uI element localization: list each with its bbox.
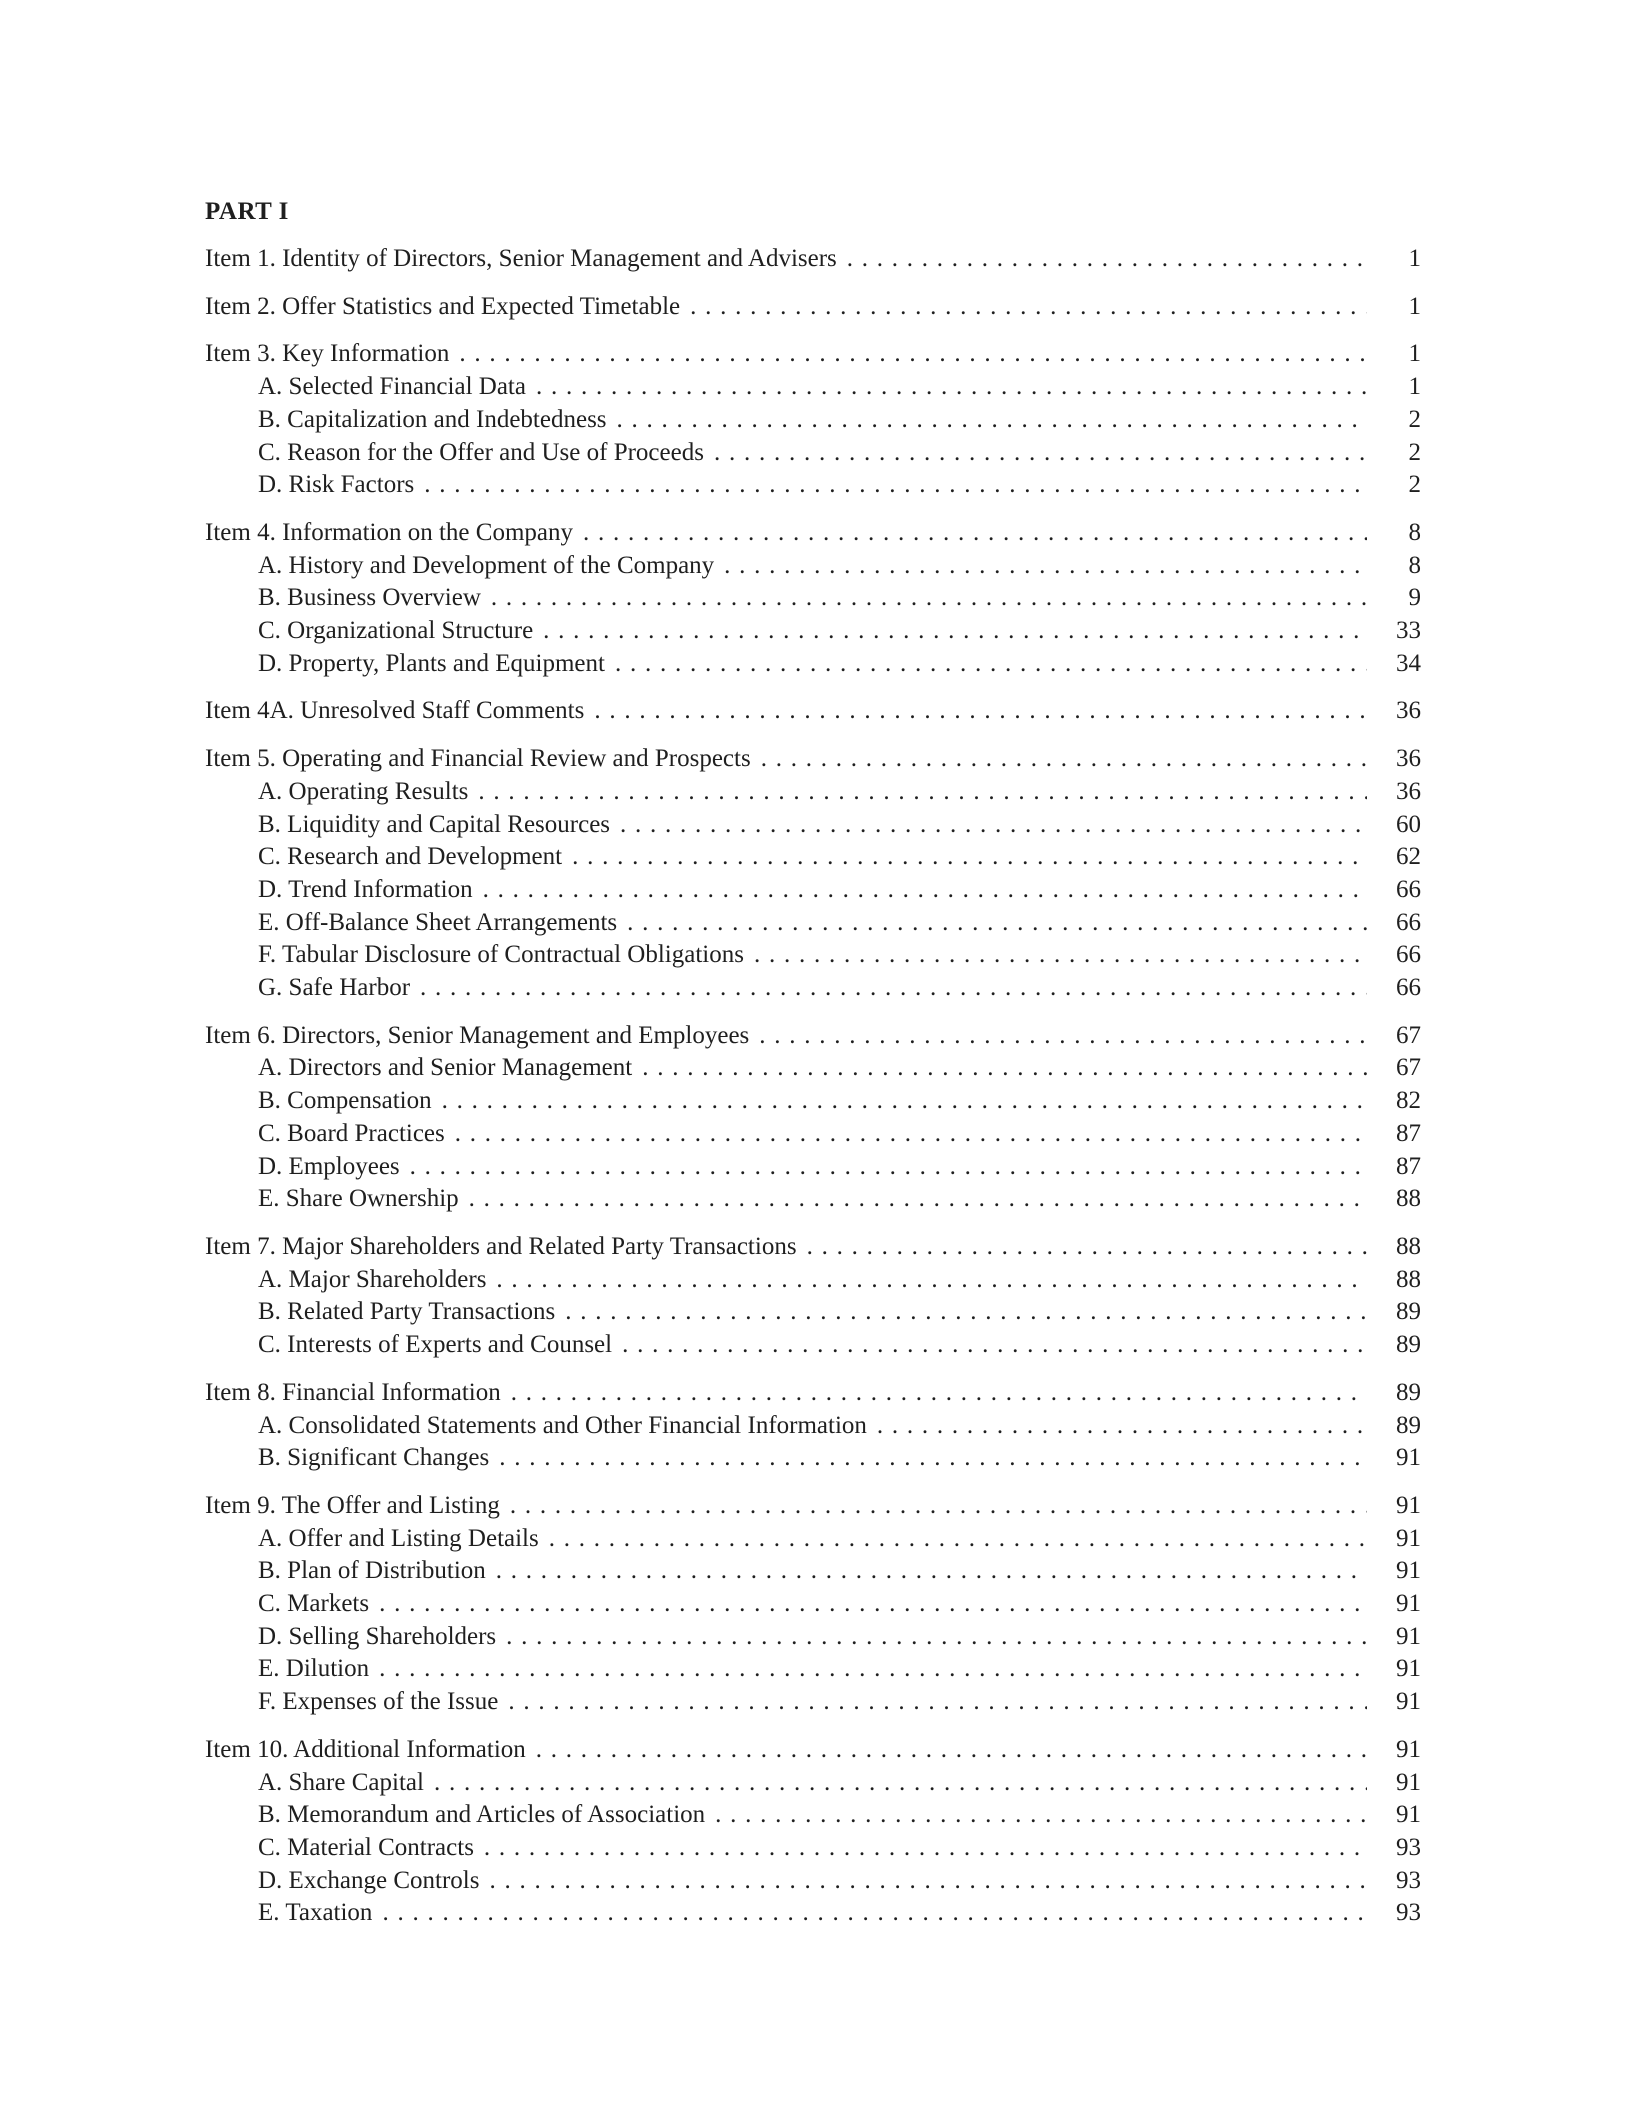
toc-entry-label: A. Directors and Senior Management <box>258 1054 633 1082</box>
part-title: PART I <box>205 198 289 225</box>
toc-entry-page: 36 <box>1396 745 1421 773</box>
dot-leader <box>434 1767 1367 1800</box>
dot-leader <box>379 1653 1367 1686</box>
toc-entry-page: 88 <box>1396 1185 1421 1213</box>
dot-leader <box>761 743 1367 776</box>
toc-entry <box>205 1183 1421 1216</box>
dot-leader <box>410 1151 1367 1184</box>
dot-leader <box>455 1118 1367 1151</box>
toc-entry <box>205 550 1421 583</box>
toc-entry-page: 91 <box>1396 1491 1421 1519</box>
toc-entry <box>205 1767 1421 1800</box>
toc-entry <box>205 1442 1421 1475</box>
toc-entry-page: 91 <box>1396 1655 1421 1683</box>
toc-entry <box>205 1832 1421 1865</box>
toc-entry-page: 36 <box>1396 777 1421 805</box>
toc-entry <box>205 1151 1421 1184</box>
dot-leader <box>715 1799 1367 1832</box>
toc-entry-label: A. Share Capital <box>258 1768 424 1796</box>
toc-entry-label: B. Memorandum and Articles of Association <box>258 1801 706 1829</box>
toc-entry-page: 93 <box>1396 1866 1421 1894</box>
dot-leader <box>382 1897 1367 1930</box>
toc-entry-page: 89 <box>1396 1298 1421 1326</box>
toc-entry-page: 34 <box>1396 649 1421 677</box>
toc-entry-label: B. Liquidity and Capital Resources <box>258 810 611 838</box>
toc-entry-label: E. Dilution <box>258 1655 370 1683</box>
toc-entry <box>205 809 1421 842</box>
toc-entry <box>205 1588 1421 1621</box>
toc-entry <box>205 907 1421 940</box>
toc-entry-page: 91 <box>1396 1557 1421 1585</box>
toc-entry-label: F. Tabular Disclosure of Contractual Obligations <box>258 941 744 969</box>
toc-entry-page: 67 <box>1396 1021 1421 1049</box>
toc-entry-label: D. Employees <box>258 1152 400 1180</box>
dot-leader <box>615 648 1367 681</box>
dot-leader <box>583 517 1367 550</box>
dot-leader <box>499 1442 1367 1475</box>
toc-entry-label: C. Markets <box>258 1590 370 1618</box>
toc-entry-label: Item 4A. Unresolved Staff Comments <box>205 697 585 725</box>
toc-entry-label: A. Consolidated Statements and Other Financial Information <box>258 1411 867 1439</box>
toc-entry-page: 89 <box>1396 1378 1421 1406</box>
toc-entry <box>205 1653 1421 1686</box>
toc-entry <box>205 437 1421 470</box>
toc-entry <box>205 582 1421 615</box>
toc-entry <box>205 1231 1421 1264</box>
toc-entry-label: C. Reason for the Offer and Use of Proceeds <box>258 438 704 466</box>
toc-entry <box>205 1264 1421 1297</box>
toc-entry-label: C. Interests of Experts and Counsel <box>258 1331 613 1359</box>
toc-entry <box>205 517 1421 550</box>
toc-entry-page: 93 <box>1396 1899 1421 1927</box>
dot-leader <box>510 1490 1367 1523</box>
dot-leader <box>754 939 1367 972</box>
dot-leader <box>642 1052 1367 1085</box>
toc-entry-label: G. Safe Harbor <box>258 974 411 1002</box>
dot-leader <box>496 1264 1367 1297</box>
dot-leader <box>469 1183 1367 1216</box>
toc-entry-page: 91 <box>1396 1622 1421 1650</box>
toc-entry-label: D. Risk Factors <box>258 471 415 499</box>
toc-entry <box>205 1410 1421 1443</box>
dot-leader <box>620 809 1367 842</box>
toc-entry-label: B. Plan of Distribution <box>258 1557 486 1585</box>
toc-entry <box>205 291 1421 324</box>
toc-entry-page: 88 <box>1396 1265 1421 1293</box>
toc-entry-page: 66 <box>1396 908 1421 936</box>
toc-entry-label: Item 10. Additional Information <box>205 1735 526 1763</box>
toc-entry-label: C. Material Contracts <box>258 1833 474 1861</box>
toc-entry-page: 91 <box>1396 1768 1421 1796</box>
toc-entry-page: 91 <box>1396 1801 1421 1829</box>
toc-entry <box>205 1329 1421 1362</box>
toc-entry-label: Item 2. Offer Statistics and Expected Timetable <box>205 292 681 320</box>
toc-entry <box>205 469 1421 502</box>
toc-entry-page: 2 <box>1408 471 1421 499</box>
dot-leader <box>549 1523 1367 1556</box>
dot-leader <box>536 371 1367 404</box>
toc-entry-label: E. Share Ownership <box>258 1185 459 1213</box>
dot-leader <box>724 550 1367 583</box>
toc-entry-page: 89 <box>1396 1411 1421 1439</box>
toc-entry <box>205 695 1421 728</box>
toc-entry-page: 93 <box>1396 1833 1421 1861</box>
toc-entry-label: D. Exchange Controls <box>258 1866 480 1894</box>
toc-entry <box>205 243 1421 276</box>
dot-leader <box>627 907 1367 940</box>
toc-entry <box>205 1734 1421 1767</box>
toc-entry <box>205 1799 1421 1832</box>
dot-leader <box>508 1686 1367 1719</box>
toc-entry-page: 91 <box>1396 1444 1421 1472</box>
toc-entry <box>205 1865 1421 1898</box>
dot-leader <box>572 841 1367 874</box>
toc-entry-label: A. Offer and Listing Details <box>258 1524 539 1552</box>
toc-entry <box>205 1555 1421 1588</box>
toc-entry <box>205 841 1421 874</box>
toc-entry-page: 1 <box>1408 292 1421 320</box>
toc-entry-label: Item 8. Financial Information <box>205 1378 501 1406</box>
dot-leader <box>484 1832 1367 1865</box>
toc-entry-label: F. Expenses of the Issue <box>258 1688 499 1716</box>
dot-leader <box>442 1085 1367 1118</box>
dot-leader <box>622 1329 1367 1362</box>
dot-leader <box>594 695 1367 728</box>
toc-entry-label: A. Selected Financial Data <box>258 373 526 401</box>
dot-leader <box>424 469 1367 502</box>
toc-entry-label: B. Business Overview <box>258 584 481 612</box>
toc-entry-label: Item 7. Major Shareholders and Related Party Transactions <box>205 1232 797 1260</box>
toc-entry-label: Item 3. Key Information <box>205 340 450 368</box>
toc-entry-page: 91 <box>1396 1735 1421 1763</box>
toc-entry-page: 60 <box>1396 810 1421 838</box>
toc-entry-page: 1 <box>1408 373 1421 401</box>
toc-entry <box>205 1118 1421 1151</box>
dot-leader <box>506 1621 1367 1654</box>
toc-entry-page: 62 <box>1396 843 1421 871</box>
toc-entry <box>205 404 1421 437</box>
dot-leader <box>877 1410 1367 1443</box>
toc-entry-page: 88 <box>1396 1232 1421 1260</box>
toc-entry <box>205 648 1421 681</box>
toc-entry-page: 1 <box>1408 340 1421 368</box>
table-of-contents <box>205 243 1421 1930</box>
toc-entry-page: 33 <box>1396 617 1421 645</box>
toc-entry-page: 2 <box>1408 405 1421 433</box>
dot-leader <box>565 1296 1367 1329</box>
toc-entry-page: 66 <box>1396 974 1421 1002</box>
toc-entry-page: 2 <box>1408 438 1421 466</box>
toc-entry-label: Item 6. Directors, Senior Management and Employees <box>205 1021 750 1049</box>
dot-leader <box>478 776 1367 809</box>
dot-leader <box>847 243 1367 276</box>
toc-entry-page: 91 <box>1396 1590 1421 1618</box>
toc-entry-page: 1 <box>1408 245 1421 272</box>
toc-entry <box>205 939 1421 972</box>
toc-entry-label: E. Taxation <box>258 1899 373 1927</box>
toc-entry-page: 87 <box>1396 1152 1421 1180</box>
toc-entry <box>205 1052 1421 1085</box>
dot-leader <box>491 582 1367 615</box>
dot-leader <box>543 615 1367 648</box>
toc-entry <box>205 1490 1421 1523</box>
toc-entry-label: B. Related Party Transactions <box>258 1298 556 1326</box>
toc-entry <box>205 338 1421 371</box>
dot-leader <box>459 338 1367 371</box>
toc-entry <box>205 1686 1421 1719</box>
dot-leader <box>690 291 1367 324</box>
toc-entry-page: 8 <box>1408 551 1421 579</box>
dot-leader <box>714 437 1367 470</box>
toc-entry-page: 91 <box>1396 1524 1421 1552</box>
toc-entry-label: D. Property, Plants and Equipment <box>258 649 605 677</box>
toc-entry-page: 36 <box>1396 697 1421 725</box>
dot-leader <box>807 1231 1367 1264</box>
toc-entry-page: 66 <box>1396 875 1421 903</box>
dot-leader <box>759 1020 1367 1053</box>
toc-entry-label: A. Major Shareholders <box>258 1265 487 1293</box>
toc-entry <box>205 1621 1421 1654</box>
toc-entry-page: 67 <box>1396 1054 1421 1082</box>
dot-leader <box>420 972 1367 1005</box>
toc-entry-page: 82 <box>1396 1087 1421 1115</box>
toc-entry-label: D. Selling Shareholders <box>258 1622 497 1650</box>
toc-entry-label: B. Compensation <box>258 1087 432 1115</box>
toc-entry-page: 89 <box>1396 1331 1421 1359</box>
toc-entry-label: Item 1. Identity of Directors, Senior Management and Advisers <box>205 245 837 272</box>
dot-leader <box>511 1377 1367 1410</box>
dot-leader <box>379 1588 1367 1621</box>
toc-entry-label: E. Off-Balance Sheet Arrangements <box>258 908 618 936</box>
toc-entry-page: 87 <box>1396 1119 1421 1147</box>
toc-entry <box>205 371 1421 404</box>
toc-entry-label: B. Capitalization and Indebtedness <box>258 405 607 433</box>
toc-entry <box>205 1897 1421 1930</box>
dot-leader <box>617 404 1367 437</box>
toc-entry <box>205 743 1421 776</box>
toc-entry-label: Item 4. Information on the Company <box>205 518 573 546</box>
toc-entry-label: C. Research and Development <box>258 843 563 871</box>
toc-entry-label: Item 9. The Offer and Listing <box>205 1491 500 1519</box>
toc-entry <box>205 1020 1421 1053</box>
toc-entry <box>205 776 1421 809</box>
toc-entry <box>205 1377 1421 1410</box>
toc-entry-label: C. Board Practices <box>258 1119 445 1147</box>
toc-entry-page: 91 <box>1396 1688 1421 1716</box>
toc-entry <box>205 1523 1421 1556</box>
toc-entry-page: 66 <box>1396 941 1421 969</box>
dot-leader <box>536 1734 1367 1767</box>
toc-entry-label: Item 5. Operating and Financial Review and Prospects <box>205 745 751 773</box>
toc-entry-page: 9 <box>1408 584 1421 612</box>
toc-entry-label: A. History and Development of the Company <box>258 551 715 579</box>
toc-entry-label: C. Organizational Structure <box>258 617 534 645</box>
dot-leader <box>496 1555 1367 1588</box>
toc-entry <box>205 874 1421 907</box>
dot-leader <box>489 1865 1367 1898</box>
toc-entry-label: D. Trend Information <box>258 875 473 903</box>
dot-leader <box>483 874 1367 907</box>
toc-entry <box>205 615 1421 648</box>
toc-entry-page: 8 <box>1408 518 1421 546</box>
toc-entry <box>205 1296 1421 1329</box>
toc-entry <box>205 1085 1421 1118</box>
toc-entry-label: B. Significant Changes <box>258 1444 490 1472</box>
toc-entry-label: A. Operating Results <box>258 777 469 805</box>
toc-entry <box>205 972 1421 1005</box>
